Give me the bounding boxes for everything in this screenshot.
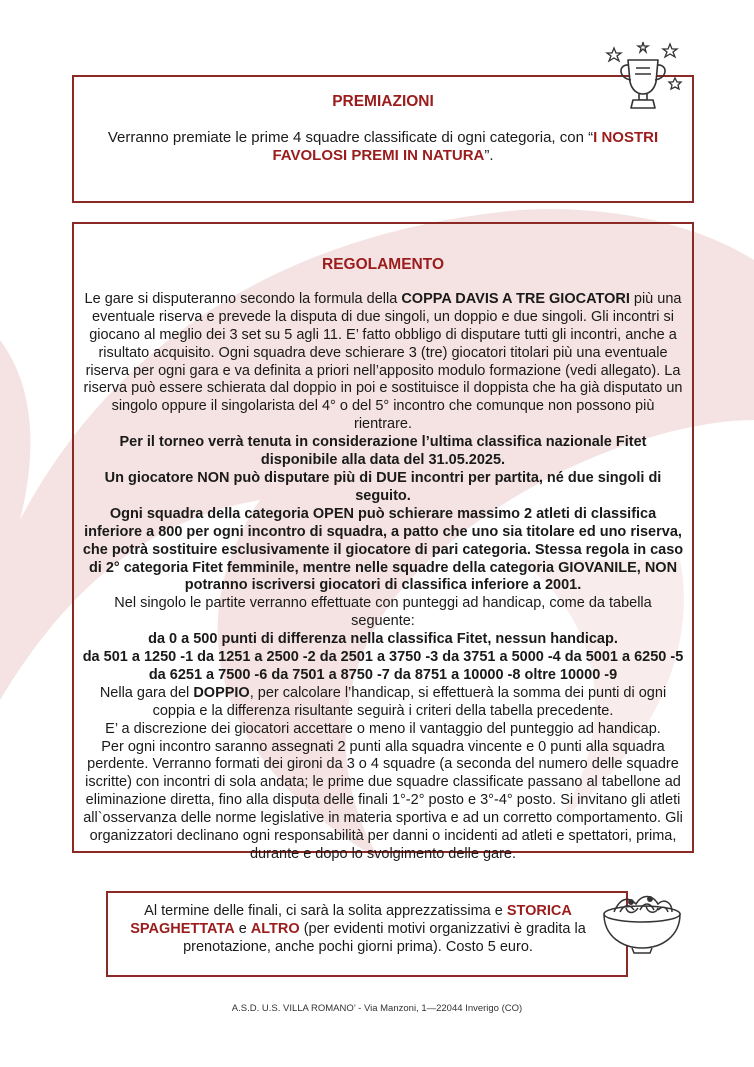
- regolamento-punteggi-gironi: Per ogni incontro saranno assegnati 2 punti alla squadra vincente e 0 punti alla squadra perdente. Verranno formati dei gironi da 3 o 4 squadre (a seconda del numero delle squadre iscritte) con incontri di sola andata; le prime due squadre classificate passano al tabellone ad eliminazione diretta, fino alla disputa delle finali 1°-2° posto e 3°-4° posto. Si invitano gli atleti all`osservanza delle norme legislative in materia sportiva e ad un corretto comportamento. Gli organizzatori declinano ogni responsabilità per danni o incidenti ad atleti e spettatori, prima, durante e dopo lo svolgimento delle gare.: [83, 738, 683, 862]
- premi-highlight: I NOSTRI FAVOLOSI PREMI IN NATURA: [272, 128, 659, 164]
- regolamento-box: [72, 222, 694, 862]
- regolamento-categoria-open: Ogni squadra della categoria OPEN può schierare massimo 2 atleti di classifica inferiore a 800 per ogni incontro di squadra, a patto che uno sia titolare ed uno riserva, che potrà sostituire esclusivamente il giocatore di pari categoria. Stessa regola in caso di 2° categoria Fitet femminile, mentre nelle squadre della categoria GIOVANILE, NON potranno iscriversi giocatori di classifica inferiore a 2001.: [82, 505, 684, 594]
- premiazioni-text: Verranno premiate le prime 4 squadre classificate di ogni categoria, con “I NOSTRI FAVOLOSI PREMI IN NATURA”.: [107, 128, 659, 164]
- spaghettata-text: Al termine delle finali, ci sarà la solita apprezzatissima e STORICA SPAGHETTATA e ALTRO (per evidenti motivi organizzativi è gradita la prenotazione, anche pochi giorni prima). Costo 5 euro.: [130, 903, 586, 955]
- regolamento-handicap-intro: Nel singolo le partite verranno effettuate con punteggi ad handicap, come da tabella seguente:: [114, 595, 652, 630]
- regolamento-classifica: Per il torneo verrà tenuta in considerazione l’ultima classifica nazionale Fitet disponibile alla data del 31.05.2025.: [119, 434, 647, 469]
- regolamento-paragraph-formula: Le gare si disputeranno secondo la formula della COPPA DAVIS A TRE GIOCATORI più una eventuale riserva e prevede la disputa di due singoli, un doppio e due singoli. Gli incontri si giocano al meglio dei 3 set su 5 agli 11. E’ fatto obbligo di disputare tutti gli incontri, anche a risultato acquisito. Ogni squadra deve schierare 3 (tre) giocatori titolari più una eventuale riserva per ogni gara e va definita a priori nell’apposito modulo formazione (vedi allegato). La riserva può essere schierata dal doppio in poi e sostituisce il doppista che ha già disputato un singolo oppure il singolarista del 4° o del 5° incontro che comunque non possono più rientrare.: [83, 290, 683, 433]
- premiazioni-title: PREMIAZIONI: [332, 93, 434, 110]
- regolamento-doppio: Nella gara del DOPPIO, per calcolare l’handicap, si effettuerà la somma dei punti di ogni coppia e la differenza risultante seguirà i criteri della tabella precedente.: [99, 684, 667, 719]
- trophy-icon: [600, 38, 686, 124]
- spaghettata-box: [106, 891, 628, 977]
- altro-highlight: ALTRO: [250, 920, 300, 937]
- regolamento-discrezione: E’ a discrezione dei giocatori accettare o meno il vantaggio del punteggio ad handicap.: [105, 720, 661, 737]
- regolamento-handicap-zero: da 0 a 500 punti di differenza nella classifica Fitet, nessun handicap.: [148, 631, 618, 648]
- footer-address: A.S.D. U.S. VILLA ROMANO’ - Via Manzoni, 1—22044 Inverigo (CO): [231, 1003, 523, 1014]
- regolamento-limite-incontri: Un giocatore NON può disputare più di DUE incontri per partita, né due singoli di seguito.: [104, 469, 662, 504]
- spaghettata-highlight: STORICA SPAGHETTATA: [130, 903, 572, 937]
- regolamento-handicap-table: da 501 a 1250 -1 da 1251 a 2500 -2 da 2501 a 3750 -3 da 3751 a 5000 -4 da 5001 a 6250 -5 da 6251 a 7500 -6 da 7501 a 8750 -7 da 8751 a 10000 -8 oltre 10000 -9: [82, 649, 684, 683]
- regolamento-title: REGOLAMENTO: [322, 256, 444, 273]
- pasta-bowl-icon: [598, 884, 686, 956]
